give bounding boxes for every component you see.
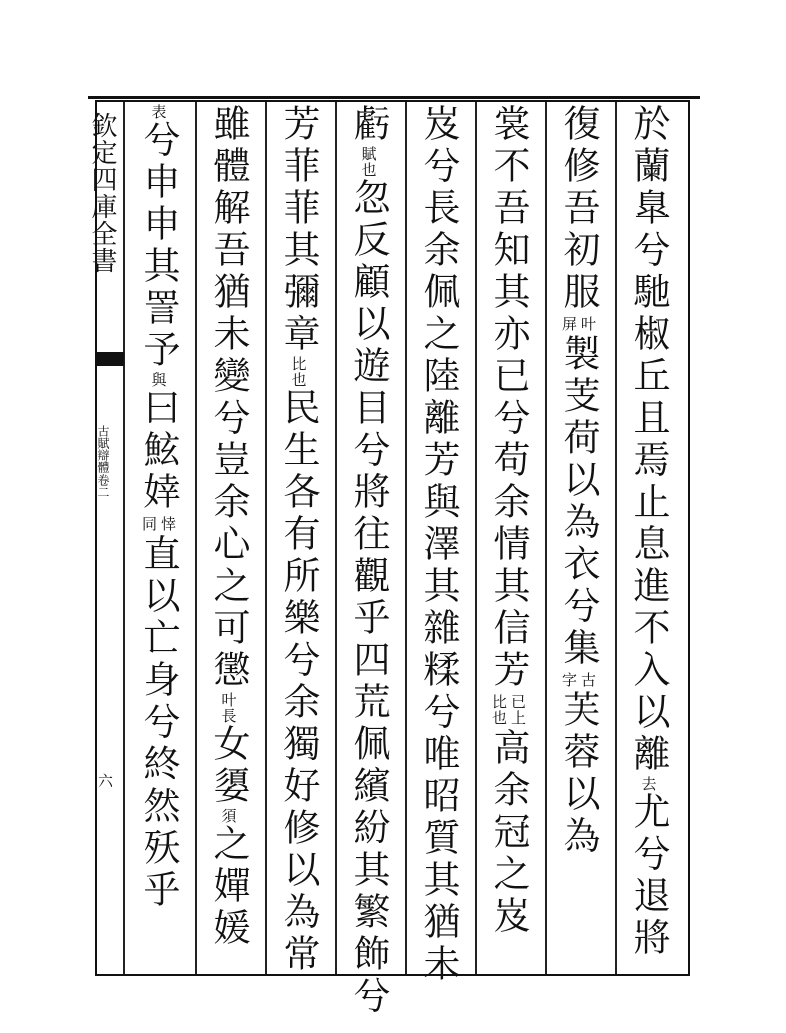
frame-top-edge — [88, 96, 700, 99]
text-column-4 — [417, 104, 460, 986]
main-text: 女嬃 — [207, 724, 250, 808]
annotation-left: 同 — [140, 516, 158, 532]
double-line-annotation — [490, 694, 526, 726]
annotation-left: 屏 — [560, 316, 578, 332]
annotation-left: 比也 — [490, 694, 508, 726]
main-text: 忽反顧以遊目兮將往觀乎四荒佩繽紛其繁飾兮 — [347, 178, 390, 1018]
double-line-annotation — [560, 316, 596, 332]
text-column-3 — [488, 104, 528, 970]
annotation-note: 表 — [149, 104, 168, 120]
column-rule — [405, 102, 407, 974]
text-column-1 — [628, 104, 668, 970]
main-text: 兮申申其詈予 — [137, 120, 180, 372]
annotation-note: 比也 — [289, 356, 308, 388]
text-column-6 — [277, 104, 320, 976]
column-rule — [123, 102, 125, 974]
main-text: 之嬋媛 — [207, 824, 250, 950]
column-rule — [335, 102, 337, 974]
text-column-2 — [558, 104, 598, 970]
column-rule — [475, 102, 477, 974]
annotation-note: 去 — [639, 776, 658, 792]
volume-label — [96, 425, 109, 498]
annotation-note: 須 — [219, 808, 238, 824]
main-text: 裳不吾知其亦已兮苟余情其信芳 — [487, 104, 530, 692]
main-text: 製芰荷以為衣兮集 — [557, 334, 600, 670]
main-text: 岌兮長余佩之陸離芳與澤其雜糅兮唯昭質其猶未 — [417, 104, 460, 986]
column-rule — [545, 102, 547, 974]
main-text: 直以亡身兮終然殀乎 — [137, 534, 180, 912]
column-rule — [615, 102, 617, 974]
text-column-7 — [208, 104, 248, 970]
main-text: 尤兮退將 — [627, 792, 670, 960]
text-column-8 — [138, 104, 178, 970]
main-text: 於蘭臯兮馳椒丘且焉止息進不入以離 — [627, 104, 670, 776]
main-text: 高余冠之岌 — [487, 728, 530, 938]
annotation-right: 古 — [579, 672, 597, 688]
main-text: 芙蓉以為 — [557, 690, 600, 858]
main-text: 曰鮌婞 — [137, 388, 180, 514]
annotation-right: 叶 — [579, 316, 597, 332]
main-text: 雖體解吾猶未變兮豈余心之可懲 — [207, 104, 250, 692]
annotation-note: 與 — [149, 372, 168, 388]
annotation-note: 叶長 — [219, 692, 238, 724]
column-rule — [195, 102, 197, 974]
volume-title: 古賦辯體 — [96, 425, 110, 473]
double-line-annotation — [560, 672, 596, 688]
main-text: 復修吾初服 — [557, 104, 600, 314]
double-line-annotation — [140, 516, 176, 532]
main-text: 芳菲菲其彌章 — [277, 104, 320, 356]
column-rule — [265, 102, 267, 974]
book-title: 欽定四庫全書 — [87, 112, 117, 274]
main-text: 民生各有所樂兮余獨好修以為常 — [277, 388, 320, 976]
text-column-5 — [347, 104, 390, 1018]
annotation-right: 已上 — [509, 694, 527, 726]
volume-number: 卷二 — [96, 474, 110, 498]
page-frame — [95, 100, 690, 976]
annotation-left: 字 — [560, 672, 578, 688]
fish-tail-mark — [96, 352, 124, 366]
page-number: 六 — [98, 772, 114, 790]
main-text: 虧 — [347, 104, 390, 146]
annotation-note: 賦也 — [359, 146, 378, 178]
annotation-right: 悻 — [159, 516, 177, 532]
